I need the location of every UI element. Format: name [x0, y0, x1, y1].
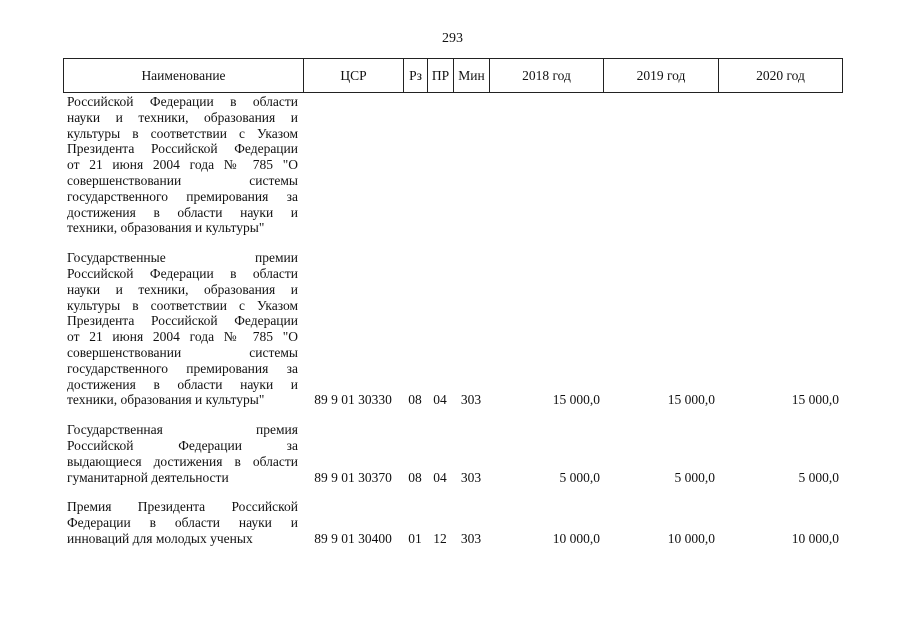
- row-pr-cell: 04: [433, 392, 447, 408]
- row-name-line: Премия Президента Российской: [67, 499, 298, 515]
- row-rz-cell: 01: [408, 530, 422, 546]
- row-spacer: [63, 485, 842, 499]
- column-header-min: Мин: [454, 59, 490, 93]
- row-name-cell: [63, 94, 303, 236]
- row-name-line: техники, образования и культуры": [67, 392, 265, 408]
- row-2018-cell: [489, 94, 603, 236]
- budget-table-body: [63, 94, 842, 547]
- row-2019-cell: 10 000,0: [667, 530, 715, 546]
- row-name-line: Российской Федерации за: [67, 437, 298, 453]
- row-name-line: культуры в соответствии с Указом: [67, 297, 298, 313]
- row-2020-cell: 10 000,0: [791, 530, 839, 546]
- row-2019-cell: 5 000,0: [674, 469, 715, 485]
- row-name-line: науки и техники, образования и: [67, 109, 298, 125]
- row-pr-cell: 04: [433, 469, 447, 485]
- row-name-line: Российской Федерации в области: [67, 94, 298, 109]
- row-pr-cell: [427, 94, 453, 236]
- row-csr-cell: [303, 94, 403, 236]
- row-name-line: совершенствовании системы: [67, 172, 298, 188]
- row-2019-cell: [603, 94, 718, 236]
- page-number: 293: [442, 31, 463, 46]
- row-name-line: от 21 июня 2004 года № 785 "О: [67, 329, 298, 345]
- row-min-cell: 303: [460, 469, 482, 485]
- row-name-cell: [63, 499, 303, 546]
- row-spacer: [63, 236, 842, 250]
- row-name-line: Государственная премия: [67, 422, 298, 438]
- row-name-line: от 21 июня 2004 года № 785 "О: [67, 157, 298, 173]
- row-name-line: достижения в области науки и: [67, 204, 298, 220]
- row-min-cell: 303: [460, 392, 482, 408]
- table-row: [63, 422, 842, 485]
- column-header-2020: 2020 год: [719, 59, 843, 93]
- row-name-line: культуры в соответствии с Указом: [67, 125, 298, 141]
- row-name-line: Президента Российской Федерации: [67, 313, 298, 329]
- row-name-cell: [63, 422, 303, 485]
- row-2018-cell: 15 000,0: [552, 392, 600, 408]
- row-spacer-cell: [63, 236, 842, 250]
- row-name-line: гуманитарной деятельности: [67, 469, 229, 485]
- row-rz-cell: 08: [408, 392, 422, 408]
- row-name-line: Президента Российской Федерации: [67, 141, 298, 157]
- row-rz-cell: 08: [408, 469, 422, 485]
- row-rz-cell: [403, 94, 427, 236]
- row-2018-cell: 5 000,0: [559, 469, 600, 485]
- row-name-line: Федерации в области науки и: [67, 515, 298, 531]
- table-row: [63, 499, 842, 546]
- row-spacer-cell: [63, 408, 842, 422]
- column-header-2018: 2018 год: [490, 59, 604, 93]
- row-name-line: государственного премирования за: [67, 360, 298, 376]
- row-name-line: достижения в области науки и: [67, 376, 298, 392]
- row-name-cell: [63, 250, 303, 408]
- row-name-line: Государственные премии: [67, 250, 298, 266]
- row-spacer-cell: [63, 485, 842, 499]
- row-2018-cell: 10 000,0: [552, 530, 600, 546]
- row-csr-cell: 89 9 01 30400: [314, 530, 392, 546]
- row-name-line: науки и техники, образования и: [67, 281, 298, 297]
- row-name-line: техники, образования и культуры": [67, 220, 265, 236]
- table-row: [63, 94, 842, 236]
- row-pr-cell: 12: [433, 530, 447, 546]
- row-2019-cell: 15 000,0: [667, 392, 715, 408]
- row-name-line: выдающиеся достижения в области: [67, 453, 298, 469]
- row-2020-cell: [718, 94, 842, 236]
- row-name-line: Российской Федерации в области: [67, 265, 298, 281]
- column-header-csr: ЦСР: [304, 59, 404, 93]
- row-csr-cell: 89 9 01 30330: [314, 392, 392, 408]
- column-header-2019: 2019 год: [604, 59, 719, 93]
- row-name-line: инноваций для молодых ученых: [67, 530, 253, 546]
- row-min-cell: 303: [460, 530, 482, 546]
- row-2020-cell: 15 000,0: [791, 392, 839, 408]
- column-header-pr: ПР: [428, 59, 454, 93]
- row-name-line: совершенствовании системы: [67, 344, 298, 360]
- row-name-line: государственного премирования за: [67, 188, 298, 204]
- column-header-rz: Рз: [404, 59, 428, 93]
- row-spacer: [63, 408, 842, 422]
- column-header-name: Наименование: [64, 59, 304, 93]
- row-csr-cell: 89 9 01 30370: [314, 469, 392, 485]
- table-header: [63, 58, 843, 93]
- row-2020-cell: 5 000,0: [798, 469, 839, 485]
- row-min-cell: [453, 94, 489, 236]
- table-row: [63, 250, 842, 408]
